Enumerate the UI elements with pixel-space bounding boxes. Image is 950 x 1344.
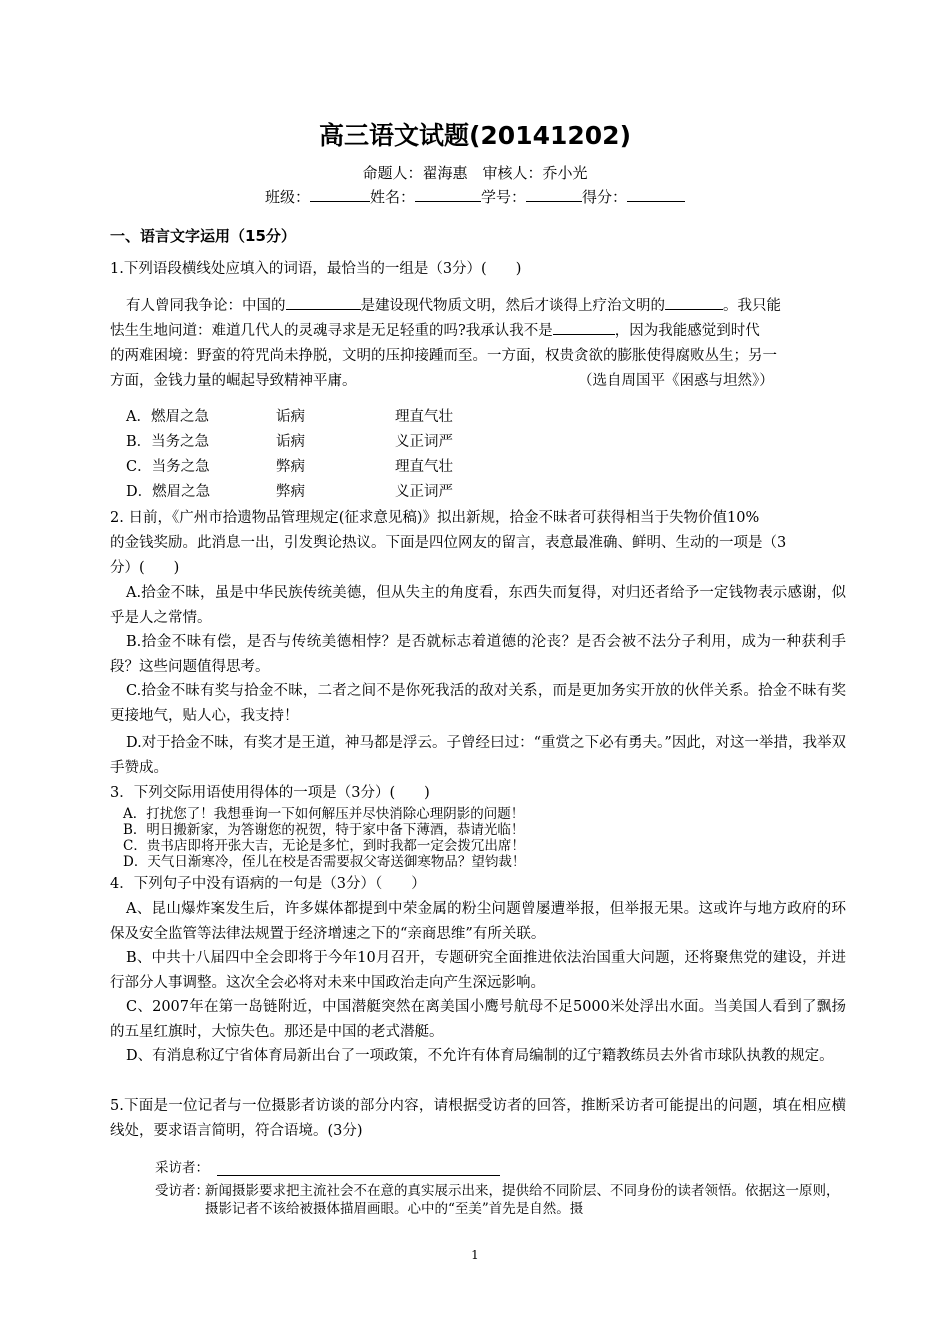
q3-option-a[interactable]: A．打扰您了！我想垂询一下如何解压并尽快消除心理阴影的问题！ — [123, 806, 525, 822]
author-line: 命题人：翟海惠 审核人：乔小光 — [362, 164, 588, 182]
page-number: 1 — [471, 1248, 479, 1262]
q1-option-d[interactable]: D．燃眉之急 — [126, 484, 211, 500]
q4-option-b[interactable]: B、中共十八届四中全会即将于今年10月召开，专题研究全面推进依法治国重大问题，还将聚焦党的建设，并进行部分人事调整。这次全会必将对未来中国政治走向产生深远影响。 — [110, 950, 846, 991]
q1-stem: 1.下列语段横线处应填入的词语，最恰当的一组是（3分）( ) — [110, 261, 522, 277]
student-info-line — [0, 186, 950, 207]
q2-stem-line3: 分）( ) — [110, 560, 180, 576]
score-label: 得分： — [582, 188, 628, 206]
q2-stem-line2: 的金钱奖励。此消息一出，引发舆论热议。下面是四位网友的留言，表意最准确、鲜明、生动的一项是（3 — [110, 535, 787, 551]
q1-passage-text: ，因为我能感觉到时代 — [614, 323, 760, 339]
q1-option-a[interactable]: A．燃眉之急 — [126, 409, 209, 425]
q1-passage-line1 — [126, 294, 781, 319]
name-label: 姓名： — [369, 188, 415, 206]
q2-option-c[interactable]: C.拾金不昧有奖与拾金不昧，二者之间不是你死我活的敌对关系，而是更加务实开放的伙伴关系。拾金不昧有奖更接地气，贴人心，我支持！ — [110, 683, 846, 724]
interviewer-label: 采访者： — [155, 1160, 209, 1176]
q1-blank-1[interactable] — [286, 295, 361, 310]
q1-option-b[interactable]: B．当务之急 — [126, 434, 210, 450]
q2-stem-line1: 2. 日前，《广州市拾遗物品管理规定(征求意见稿)》拟出新规，拾金不昧者可获得相当于失物价值10% — [110, 510, 760, 526]
q1-option-d-word3: 义正词严 — [395, 484, 453, 500]
q1-blank-2[interactable] — [665, 295, 723, 310]
name-blank[interactable] — [415, 187, 481, 202]
respondent-label: 受访者： — [155, 1183, 209, 1199]
id-blank[interactable] — [526, 187, 582, 202]
q3-option-d[interactable]: D．天气日渐寒冷，侄儿在校是否需要叔父寄送御寒物品？望钧裁！ — [123, 854, 526, 870]
q1-option-c[interactable]: C．当务之急 — [126, 459, 210, 475]
q2-option-b[interactable]: B.拾金不昧有偿，是否与传统美德相悖？是否就标志着道德的沦丧？是否会被不法分子利用，成为一种获利手段？这些问题值得思考。 — [110, 634, 846, 675]
q1-passage-line2 — [110, 319, 760, 344]
q2-option-a[interactable]: A.拾金不昧，虽是中华民族传统美德，但从失主的角度看，东西失而复得，对归还者给予一定钱物表示感谢，似乎是人之常情。 — [110, 585, 846, 626]
q4-option-a[interactable]: A、昆山爆炸案发生后，许多媒体都提到中荣金属的粉尘问题曾屡遭举报，但举报无果。这或许与地方政府的环保及安全监管等法律法规置于经济增速之下的“亲商思维”有所关联。 — [110, 901, 846, 942]
q1-passage-text: 是建设现代物质文明，然后才谈得上疗治文明的 — [360, 298, 665, 314]
section-heading: 一、语言文字运用（15分） — [110, 227, 296, 245]
q1-passage-line3: 的两难困境：野蛮的符咒尚未挣脱，文明的压抑接踵而至。一方面，权贵贪欲的膨胀使得腐败丛生；另一 — [110, 348, 777, 364]
score-blank[interactable] — [627, 187, 685, 202]
q1-option-a-word3: 理直气壮 — [395, 409, 453, 425]
q1-option-d-word2: 弊病 — [276, 484, 305, 500]
q1-passage-text: 有人曾同我争论：中国的 — [126, 298, 286, 314]
q1-blank-3[interactable] — [553, 320, 615, 335]
q4-option-d[interactable]: D、有消息称辽宁省体育局新出台了一项政策，不允许有体育局编制的辽宁籍教练员去外省市球队执教的规定。 — [126, 1048, 834, 1064]
q3-option-c[interactable]: C．贵书店即将开张大吉，无论是多忙，到时我都一定会拨冗出席！ — [123, 838, 525, 854]
q1-passage-text: 。我只能 — [723, 298, 781, 314]
q1-option-b-word2: 诟病 — [276, 434, 305, 450]
q4-stem: 4．下列句子中没有语病的一句是（3分）（ ） — [110, 876, 426, 892]
q1-option-c-word3: 理直气壮 — [395, 459, 453, 475]
id-label: 学号： — [481, 188, 527, 206]
interviewer-answer-line[interactable] — [217, 1175, 500, 1176]
q5-stem: 5.下面是一位记者与一位摄影者访谈的部分内容，请根据受访者的回答，推断采访者可能提出的问题，填在相应横线处，要求语言简明，符合语境。(3分) — [110, 1098, 846, 1139]
respondent-text: 新闻摄影要求把主流社会不在意的真实展示出来，提供给不同阶层、不同身份的读者领悟。依据这一原则，摄影记者不该给被摄体描眉画眼。心中的“至美”首先是自然。摄 — [205, 1183, 840, 1217]
exam-title: 高三语文试题(20141202) — [318, 121, 631, 150]
q1-passage-text: 怯生生地问道：难道几代人的灵魂寻求是无足轻重的吗?我承认我不是 — [110, 323, 553, 339]
class-blank[interactable] — [310, 187, 370, 202]
q3-stem: 3．下列交际用语使用得体的一项是（3分）( ) — [110, 785, 430, 801]
q1-passage-line4: 方面，金钱力量的崛起导致精神平庸。 — [110, 373, 357, 389]
class-label: 班级： — [264, 188, 310, 206]
q1-source: （选自周国平《困惑与坦然》） — [578, 373, 774, 389]
q2-option-d[interactable]: D.对于拾金不昧，有奖才是王道，神马都是浮云。子曾经曰过：“重赏之下必有勇夫。”因此，对这一举措，我举双手赞成。 — [110, 735, 846, 776]
q1-option-a-word2: 诟病 — [276, 409, 305, 425]
q1-option-c-word2: 弊病 — [276, 459, 305, 475]
q4-option-c[interactable]: C、2007年在第一岛链附近，中国潜艇突然在离美国小鹰号航母不足5000米处浮出水面。当美国人看到了飘扬的五星红旗时，大惊失色。那还是中国的老式潜艇。 — [110, 999, 846, 1040]
q3-option-b[interactable]: B．明日搬新家，为答谢您的祝贺，特于家中备下薄酒，恭请光临！ — [123, 822, 525, 838]
q1-option-b-word3: 义正词严 — [395, 434, 453, 450]
